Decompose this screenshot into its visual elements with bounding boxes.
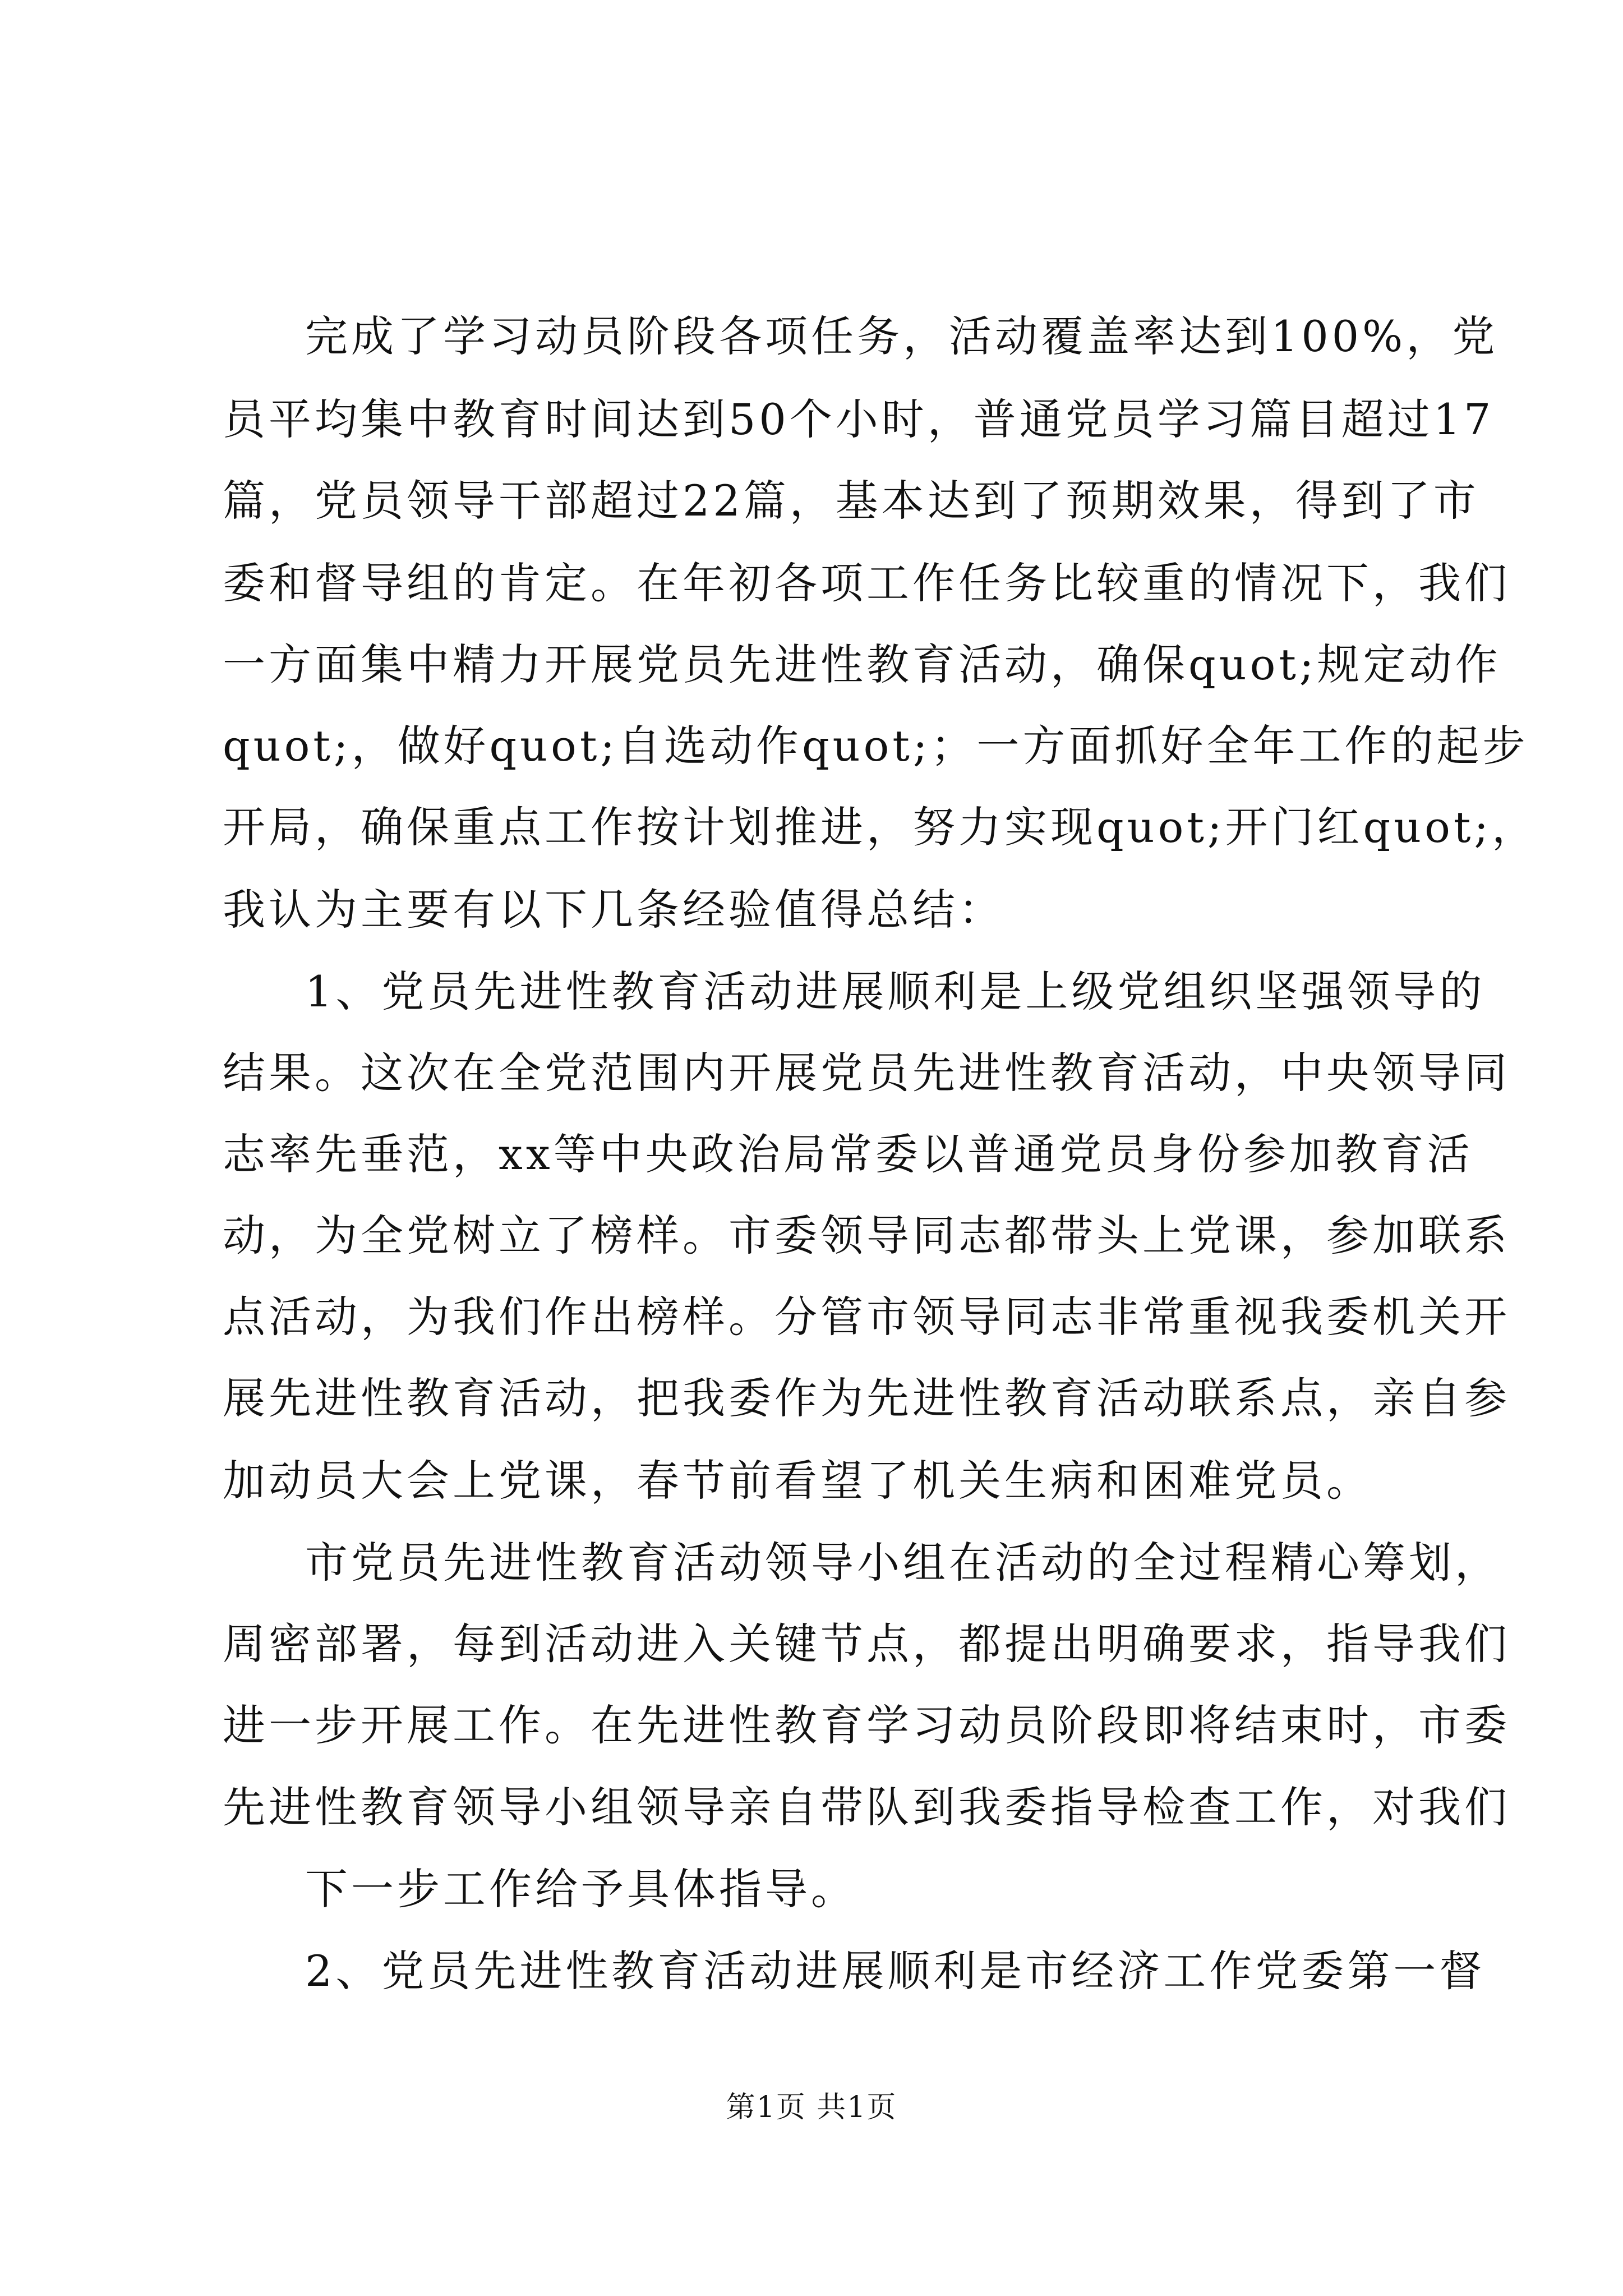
text-line: 2、党员先进性教育活动进展顺利是市经济工作党委第一督 [305, 1946, 1486, 1996]
page-number-footer: 第1页 共1页 [726, 2091, 897, 2124]
text-line: 加动员大会上党课，春节前看望了机关生病和困难党员。 [223, 1456, 1372, 1506]
text-line: 展先进性教育活动，把我委作为先进性教育活动联系点，亲自参 [223, 1373, 1510, 1423]
text-line: 市党员先进性教育活动领导小组在活动的全过程精心筹划， [305, 1538, 1501, 1588]
text-line: 员平均集中教育时间达到50个小时，普通党员学习篇目超过17 [223, 394, 1495, 444]
text-line: 篇，党员领导干部超过22篇，基本达到了预期效果，得到了市 [223, 476, 1479, 526]
text-line: 下一步工作给予具体指导。 [305, 1864, 857, 1914]
text-line: 进一步开展工作。在先进性教育学习动员阶段即将结束时，市委 [223, 1700, 1510, 1750]
text-line: 开局，确保重点工作按计划推进，努力实现quot;开门红quot;， [223, 802, 1538, 852]
text-line: 我认为主要有以下几条经验值得总结： [223, 885, 1004, 935]
text-line: 1、党员先进性教育活动进展顺利是上级党组织坚强领导的 [305, 967, 1486, 1016]
text-line: 完成了学习动员阶段各项任务，活动覆盖率达到100%，党 [305, 311, 1498, 361]
text-line: 志率先垂范，xx等中央政治局常委以普通党员身份参加教育活 [223, 1129, 1473, 1179]
text-line: 周密部署，每到活动进入关键节点，都提出明确要求，指导我们 [223, 1619, 1510, 1669]
text-line: 委和督导组的肯定。在年初各项工作任务比较重的情况下，我们 [223, 558, 1510, 608]
text-line: 先进性教育领导小组领导亲自带队到我委指导检查工作，对我们 [223, 1782, 1510, 1832]
text-line: 一方面集中精力开展党员先进性教育活动，确保quot;规定动作 [223, 639, 1501, 689]
text-line: 点活动，为我们作出榜样。分管市领导同志非常重视我委机关开 [223, 1292, 1510, 1342]
text-line: 动，为全党树立了榜样。市委领导同志都带头上党课，参加联系 [223, 1211, 1510, 1260]
text-line: quot;，做好quot;自选动作quot;；一方面抓好全年工作的起步 [223, 721, 1529, 771]
text-line: 结果。这次在全党范围内开展党员先进性教育活动，中央领导同 [223, 1048, 1510, 1098]
